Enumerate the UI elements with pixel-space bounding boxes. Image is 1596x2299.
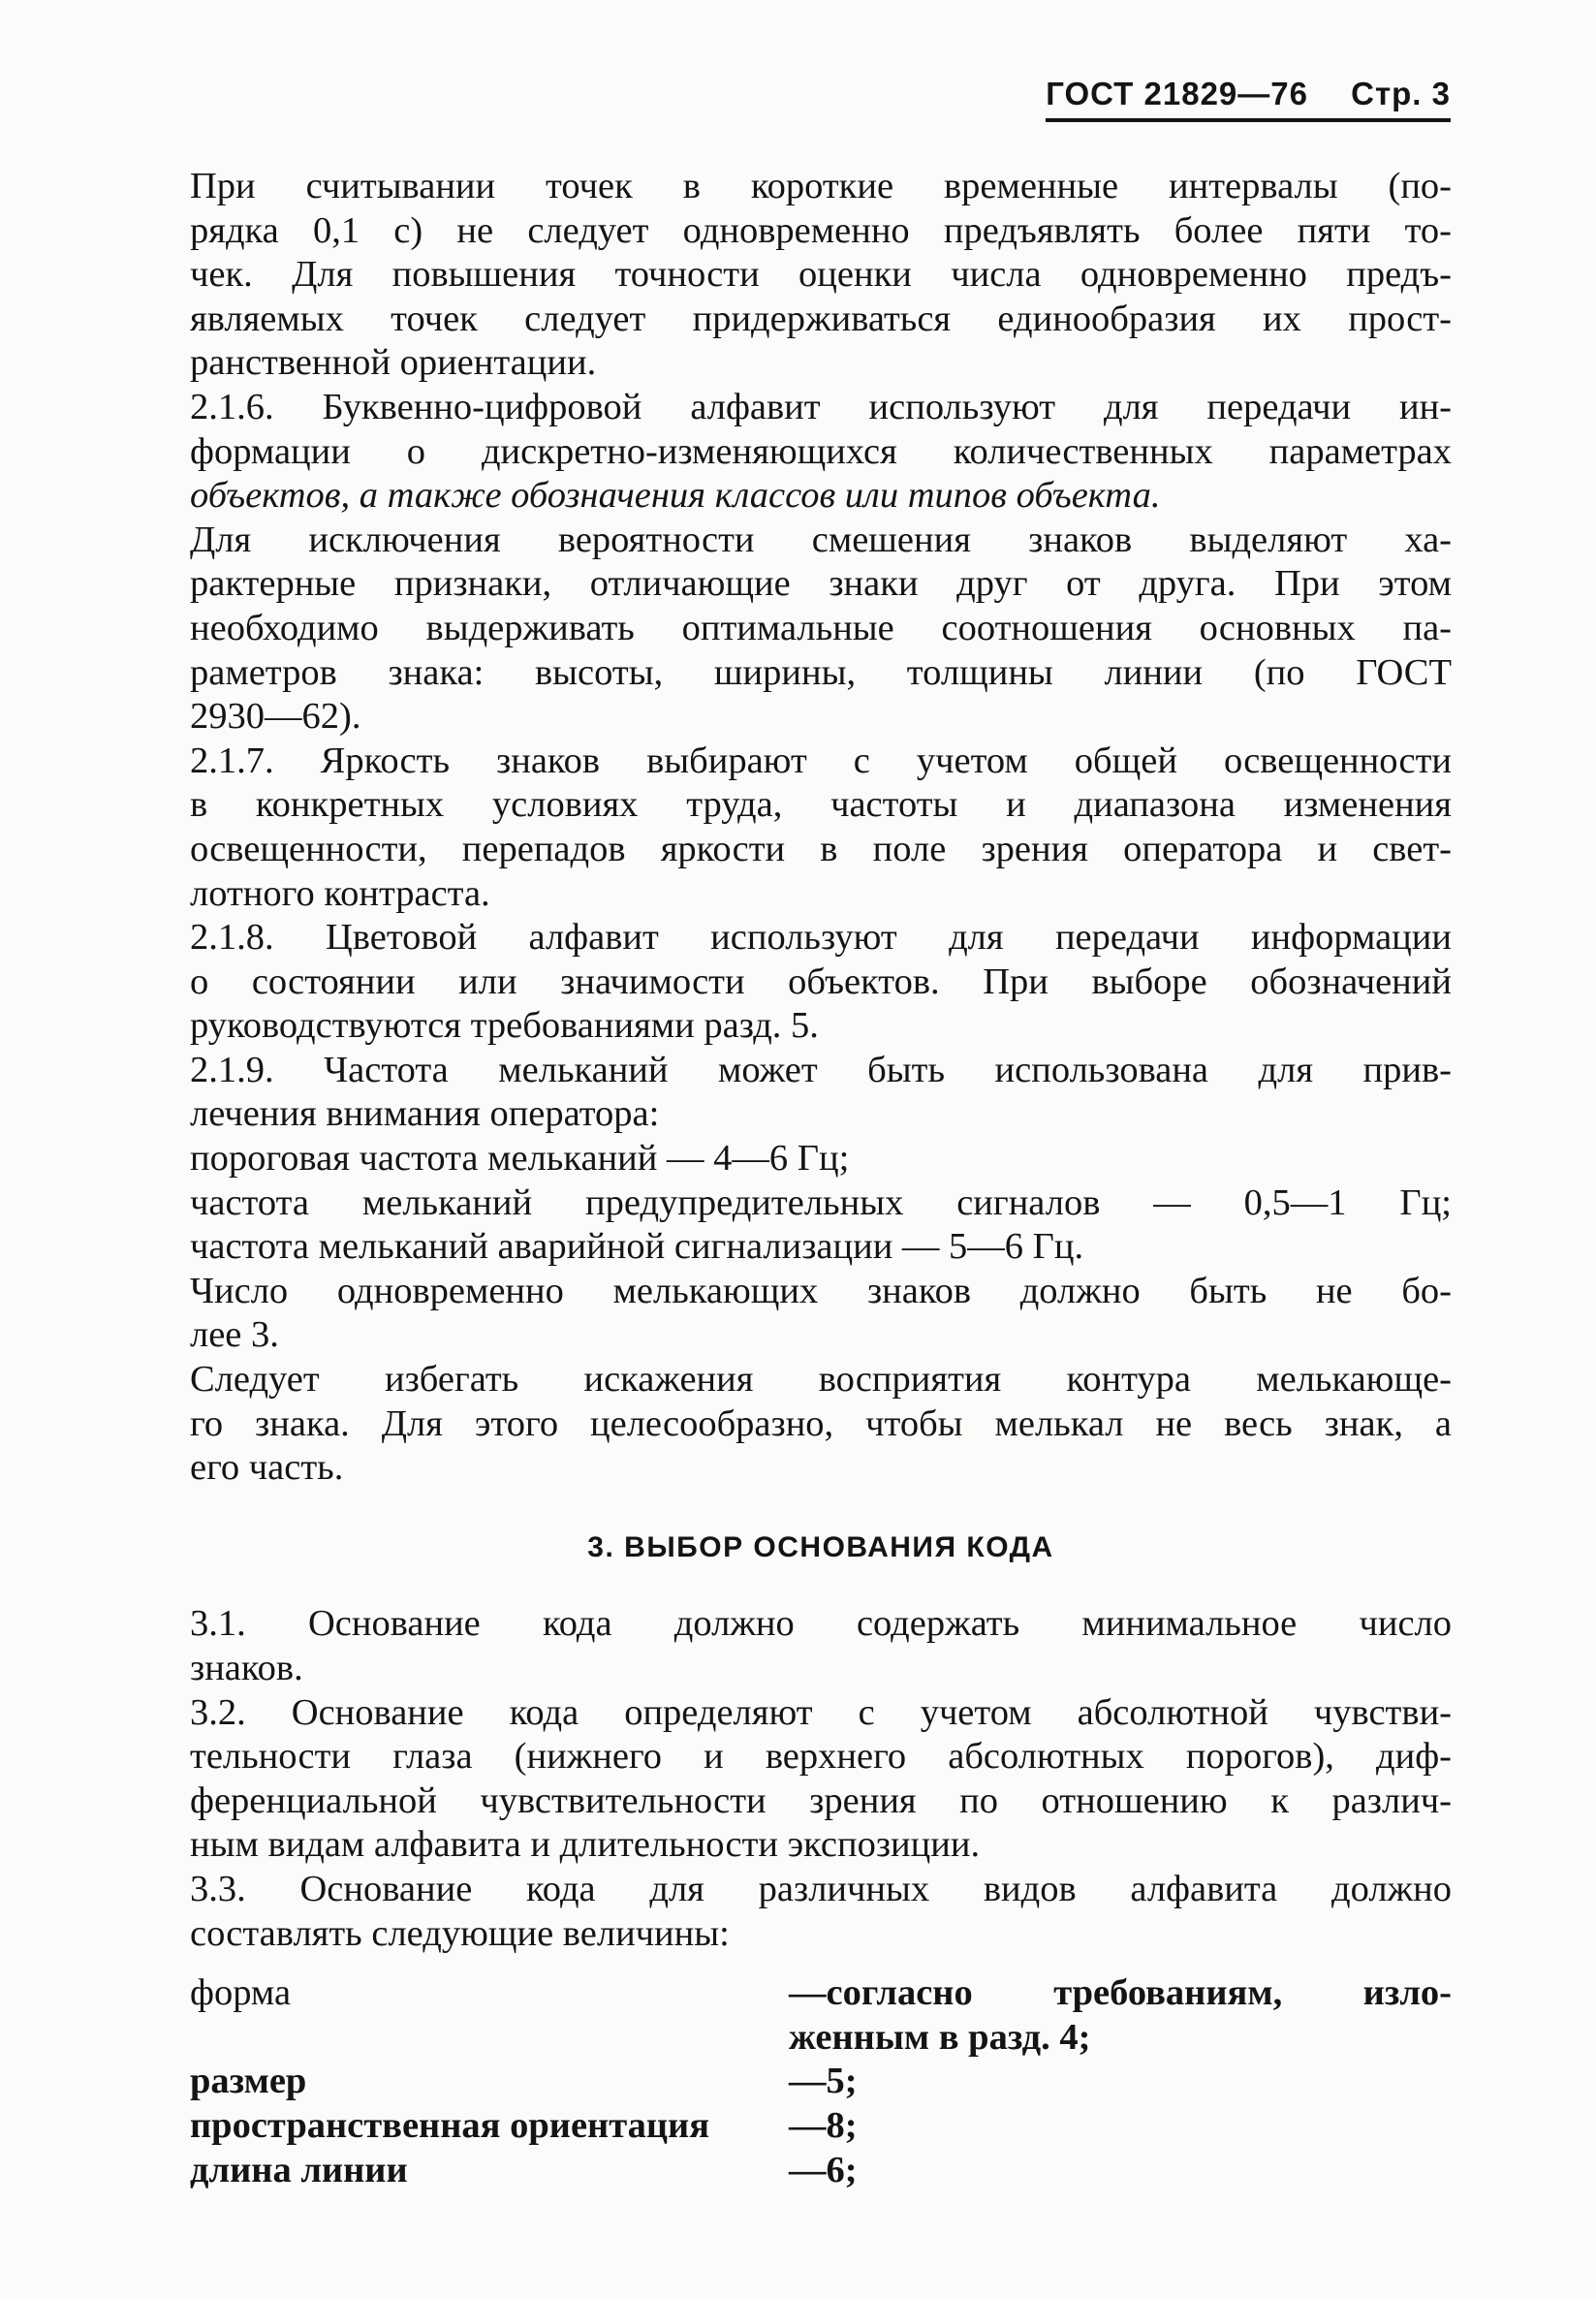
text-line: При считывании точек в короткие временные интервалы (по-	[190, 166, 1452, 206]
list-item: частота мельканий предупредительных сигналов — 0,5—1 Гц;	[190, 1181, 1452, 1223]
text-line: тельности глаза (нижнего и верхнего абсолютных порогов), диф-	[190, 1736, 1452, 1778]
value-line: женным в разд. 4;	[789, 2016, 1091, 2058]
text-line: лее 3.	[190, 1314, 279, 1356]
text-line: лечения внимания оператора:	[190, 1093, 660, 1135]
text-line: 3.3. Основание кода для различных видов алфавита должно	[190, 1868, 1452, 1909]
text-line: в конкретных условиях труда, частоты и диапазона изменения	[190, 784, 1452, 826]
table-row	[190, 2060, 1452, 2104]
page-header	[1046, 76, 1451, 122]
parameter-value	[789, 1971, 1452, 2060]
value-line: —согласно требованиям, изло-	[789, 1972, 1452, 2014]
parameter-name: размер	[190, 2061, 307, 2102]
parameter-value: —6;	[789, 2149, 858, 2190]
parameter-name: длина линии	[190, 2149, 408, 2190]
text-line: 2.1.7. Яркость знаков выбирают с учетом общей освещенности	[190, 740, 1452, 781]
text-line: знаков.	[190, 1648, 303, 1688]
list-item: пороговая частота мельканий — 4—6 Гц;	[190, 1138, 850, 1180]
section-heading: 3. ВЫБОР ОСНОВАНИЯ КОДА	[587, 1530, 1054, 1563]
parameter-name: форма	[190, 1972, 292, 2014]
text-line: ным видам алфавита и длительности экспозиции.	[190, 1824, 981, 1866]
paragraph-3-1	[190, 1602, 1452, 1690]
text-line: 2.1.9. Частота мельканий может быть использована для прив-	[190, 1049, 1452, 1090]
text-line: лотного контраста.	[190, 872, 490, 914]
text-line: его часть.	[190, 1447, 344, 1489]
text-line: о состоянии или значимости объектов. При выборе обозначений	[190, 961, 1452, 1002]
text-line: чек. Для повышения точности оценки числа одновременно предъ-	[190, 254, 1452, 296]
list-item: частота мельканий аварийной сигнализации — 5—6 Гц.	[190, 1226, 1084, 1268]
page-number: Стр. 3	[1351, 76, 1451, 111]
parameter-value: —5;	[789, 2061, 858, 2102]
paragraph-2-1-6	[190, 386, 1452, 519]
paragraph	[190, 165, 1452, 386]
text-line: рядка 0,1 с) не следует одновременно предъявлять более пяти то-	[190, 209, 1452, 251]
text-line: го знака. Для этого целесообразно, чтобы мелькал не весь знак, а	[190, 1402, 1452, 1444]
table-row	[190, 2149, 1452, 2193]
paragraph	[190, 1358, 1452, 1491]
text-line: Следует избегать искажения восприятия контура мелькающе-	[190, 1359, 1452, 1401]
text-line: являемых точек следует придерживаться единообразия их прост-	[190, 298, 1452, 339]
table-row	[190, 1971, 1452, 2060]
paragraph-2-1-9	[190, 1049, 1452, 1137]
parameter-value: —8;	[789, 2104, 858, 2146]
text-line: Число одновременно мелькающих знаков должно быть не бо-	[190, 1270, 1452, 1311]
text-line: 3.2. Основание кода определяют с учетом абсолютной чувстви-	[190, 1691, 1452, 1733]
text-line: ференциальной чувствительности зрения по отношению к различ-	[190, 1779, 1452, 1821]
paragraph-2-1-8	[190, 916, 1452, 1049]
text-line: 2930—62).	[190, 696, 361, 738]
text-line: руководствуются требованиями разд. 5.	[190, 1005, 819, 1047]
paragraph	[190, 519, 1452, 740]
code-parameters-table	[190, 1971, 1452, 2192]
paragraph-3-3	[190, 1868, 1452, 1956]
text-line: освещенности, перепадов яркости в поле зрения оператора и свет-	[190, 828, 1452, 869]
standard-number: ГОСТ 21829—76	[1046, 76, 1308, 111]
table-row	[190, 2104, 1452, 2149]
text-line: Для исключения вероятности смешения знаков выделяют ха-	[190, 519, 1452, 560]
text-line: ранственной ориентации.	[190, 342, 597, 384]
text-line: составлять следующие величины:	[190, 1912, 730, 1954]
text-line: рактерные признаки, отличающие знаки друг от друга. При этом	[190, 563, 1452, 605]
paragraph	[190, 1270, 1452, 1358]
paragraph-3-2	[190, 1691, 1452, 1868]
text-line: 2.1.8. Цветовой алфавит используют для передачи информации	[190, 917, 1452, 959]
text-line: 2.1.6. Буквенно-цифровой алфавит используют для передачи ин-	[190, 386, 1452, 427]
text-line: формации о дискретно-изменяющихся количественных параметрах	[190, 430, 1452, 472]
text-line: объектов, а также обозначения классов или типов объекта.	[190, 475, 1161, 517]
paragraph-2-1-7	[190, 740, 1452, 916]
text-line: раметров знака: высоты, ширины, толщины линии (по ГОСТ	[190, 651, 1452, 693]
text-line: необходимо выдерживать оптимальные соотношения основных па-	[190, 607, 1452, 648]
text-line: 3.1. Основание кода должно содержать минимальное число	[190, 1603, 1452, 1645]
body-text	[190, 165, 1452, 2192]
frequency-list	[190, 1137, 1452, 1270]
parameter-name: пространственная ориентация	[190, 2104, 710, 2146]
